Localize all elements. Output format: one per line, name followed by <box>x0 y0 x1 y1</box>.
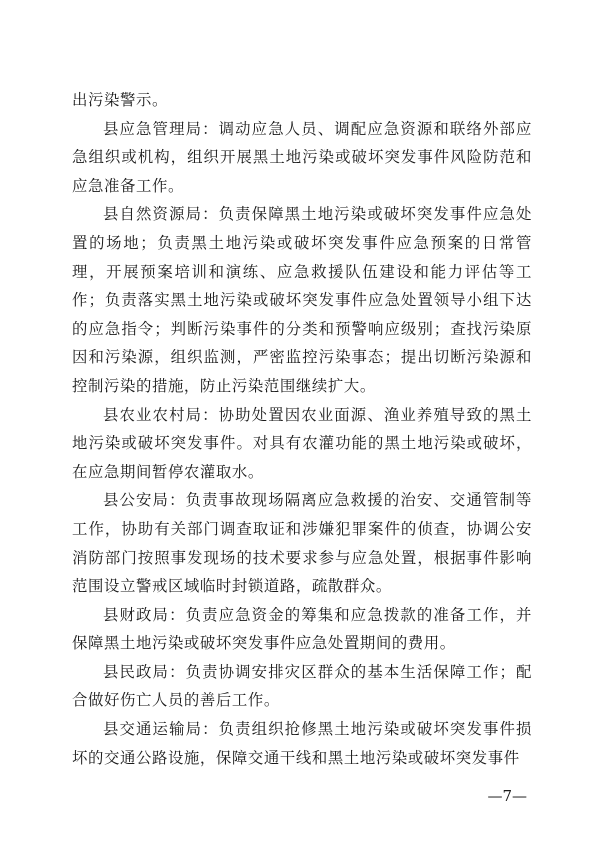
paragraph: 县农业农村局：协助处置因农业面源、渔业养殖导致的黑土地污染或破坏突发事件。对具有农灌功能的黑土地污染或破坏，在应急期间暂停农灌取水。 <box>72 405 532 481</box>
paragraph: 县应急管理局：调动应急人员、调配应急资源和联络外部应急组织或机构，组织开展黑土地污染或破坏突发事件风险防范和应急准备工作。 <box>72 119 532 195</box>
paragraph: 县交通运输局：负责组织抢修黑土地污染或破坏突发事件损坏的交通公路设施，保障交通干线和黑土地污染或破坏突发事件 <box>72 720 532 767</box>
paragraph: 县公安局：负责事故现场隔离应急救援的治安、交通管制等工作，协助有关部门调查取证和涉嫌犯罪案件的侦查，协调公安消防部门按照事发现场的技术要求参与应急处置，根据事件影响范围设立警戒区域临时封锁道路，疏散群众。 <box>72 491 532 596</box>
page-number: —7— <box>487 787 527 805</box>
paragraph: 县财政局：负责应急资金的筹集和应急拨款的准备工作，并保障黑土地污染或破坏突发事件应急处置期间的费用。 <box>72 605 532 653</box>
document-body <box>72 86 532 772</box>
paragraph: 出污染警示。 <box>72 91 168 109</box>
paragraph: 县自然资源局：负责保障黑土地污染或破坏突发事件应急处置的场地；负责黑土地污染或破坏突发事件应急预案的日常管理，开展预案培训和演练、应急救援队伍建设和能力评估等工作；负责落实黑土地污染或破坏突发事件应急处置领导小组下达的应急指令；判断污染事件的分类和预警响应级别；查找污染原因和污染源，组织监测，严密监控污染事态；提出切断污染源和控制污染的措施，防止污染范围继续扩大。 <box>72 205 532 395</box>
paragraph: 县民政局：负责协调安排灾区群众的基本生活保障工作；配合做好伤亡人员的善后工作。 <box>72 662 532 710</box>
